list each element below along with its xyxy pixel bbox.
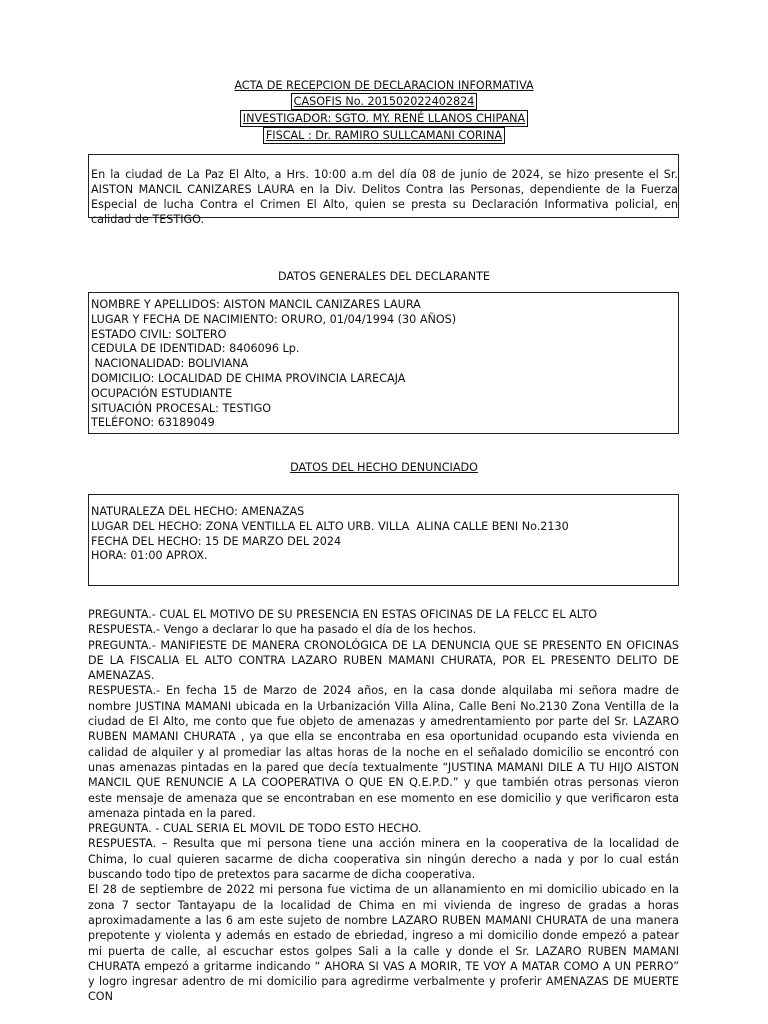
intro-paragraph: En la ciudad de La Paz El Alto, a Hrs. 10:00 a.m del día 08 de junio de 2024, se hizo presente el Sr. AISTON MANCIL CANIZARES LAURA en la Div. Delitos Contra las Personas, dependiente de la Fuerza Especial de lucha Contra el Crimen El Alto, quien se presta su Declaración Informativa policial, en calidad de TESTIGO. bbox=[91, 168, 678, 226]
question-paragraph: PREGUNTA. - CUAL SERIA EL MOVIL DE TODO ESTO HECHO. bbox=[88, 822, 422, 836]
intro-box bbox=[88, 154, 679, 226]
narrative-paragraph: El 28 de septiembre de 2022 mi persona fue victima de un allanamiento en mi domicilio ubicado en la zona 7 sector Tantayapu de la localidad de Chima en mi vivienda de ingreso de gradas a horas aproximadamente a las 6 am este sujeto de nombre LAZARO RUBEN MAMANI CHURATA de una manera prepotente y violenta y además en estado de ebriedad, ingreso a mi domicilio donde empezó a patear mi puerta de calle, al escuchar estos golpes Sali a la calle y donde el Sr. LAZARO RUBEN MAMANI CHURATA empezó a gritarme indicando “ AHORA SI VAS A MORIR, TE VOY A MATAR COMO A UN PERRO” y logro ingresar adentro de mi domicilio para agredirme verbalmente y proferir AMENAZAS DE MUERTE CON bbox=[88, 883, 679, 1004]
declarant-field: CEDULA DE IDENTIDAD: 8406096 Lp. bbox=[91, 342, 300, 356]
prosecutor: FISCAL : Dr. RAMIRO SULLCAMANI CORINA bbox=[263, 127, 505, 144]
declarant-field: NOMBRE Y APELLIDOS: AISTON MANCIL CANIZARES LAURA bbox=[91, 298, 421, 311]
declarant-field: OCUPACIÓN ESTUDIANTE bbox=[91, 386, 233, 400]
casofis-number: CASOFIS No. 201502022402824 bbox=[291, 93, 478, 110]
declarant-field: LUGAR Y FECHA DE NACIMIENTO: ORURO, 01/04/1994 (30 AÑOS) bbox=[91, 312, 457, 326]
incident-field: HORA: 01:00 APROX. bbox=[91, 549, 208, 563]
answer-paragraph: RESPUESTA.- En fecha 15 de Marzo de 2024 años, en la casa donde alquilaba mi señora madre de nombre JUSTINA MAMANI ubicada en la Urbanización Villa Alina, Calle Beni No.2130 Zona Ventilla de la ciudad de El Alto, me conto que fue objeto de amenazas y amedrentamiento por parte del Sr. LAZARO RUBEN MAMANI CHURATA , ya que ella se encontraba en esa oportunidad ocupando esta vivienda en calidad de alquiler y al promediar las altas horas de la noche en el señalado domicilio se encontró con unas amenazas pintadas en la pared que decía textualmente “JUSTINA MAMANI DILE A TU HIJO AISTON MANCIL QUE RENUNCIE A LA COOPERATIVA O QUE EN Q.E.P.D.” y que también otras personas vieron este mensaje de amenaza que se encontraban en ese momento en ese domicilio y que verificaron esta amenaza pintada en la pared. bbox=[88, 684, 679, 820]
document-header bbox=[0, 78, 768, 144]
incident-field: LUGAR DEL HECHO: ZONA VENTILLA EL ALTO URB. VILLA ALINA CALLE BENI No.2130 bbox=[91, 519, 569, 533]
testimony-body bbox=[88, 607, 679, 1005]
incident-data-box bbox=[88, 494, 679, 586]
question-paragraph: PREGUNTA.- MANIFIESTE DE MANERA CRONOLÓGICA DE LA DENUNCIA QUE SE PRESENTO EN OFICINAS DE LA FISCALIA EL ALTO CONTRA LAZARO RUBEN MAMANI CHURATA, POR EL PRESENTO DELITO DE AMENAZAS. bbox=[88, 638, 679, 683]
investigator: INVESTIGADOR: SGTO. MY. RENÉ LLANOS CHIPANA bbox=[240, 110, 528, 127]
answer-paragraph: RESPUESTA. – Resulta que mi persona tiene una acción minera en la cooperativa de la localidad de Chima, lo cual quieren sacarme de dicha cooperativa sin ningún derecho a nada y por lo cual están buscando todo tipo de pretextos para sacarme de dicha cooperativa. bbox=[88, 837, 679, 882]
declarant-field: DOMICILIO: LOCALIDAD DE CHIMA PROVINCIA LARECAJA bbox=[91, 371, 406, 385]
declarant-field: NACIONALIDAD: BOLIVIANA bbox=[91, 357, 249, 371]
declarant-data-box bbox=[88, 292, 679, 434]
incident-field: FECHA DEL HECHO: 15 DE MARZO DEL 2024 bbox=[91, 534, 342, 548]
question-paragraph: PREGUNTA.- CUAL EL MOTIVO DE SU PRESENCIA EN ESTAS OFICINAS DE LA FELCC EL ALTO bbox=[88, 608, 598, 621]
incident-field: NATURALEZA DEL HECHO: AMENAZAS bbox=[91, 505, 305, 518]
declarant-field: ESTADO CIVIL: SOLTERO bbox=[91, 327, 227, 341]
declarant-field: TELÉFONO: 63189049 bbox=[91, 416, 215, 430]
incident-section-title: DATOS DEL HECHO DENUNCIADO bbox=[290, 461, 478, 474]
answer-paragraph: RESPUESTA.- Vengo a declarar lo que ha pasado el día de los hechos. bbox=[88, 623, 477, 637]
declarant-section-title: DATOS GENERALES DEL DECLARANTE bbox=[278, 270, 490, 283]
declarant-field: SITUACIÓN PROCESAL: TESTIGO bbox=[91, 401, 272, 415]
document-title: ACTA DE RECEPCION DE DECLARACION INFORMATIVA bbox=[234, 79, 534, 92]
